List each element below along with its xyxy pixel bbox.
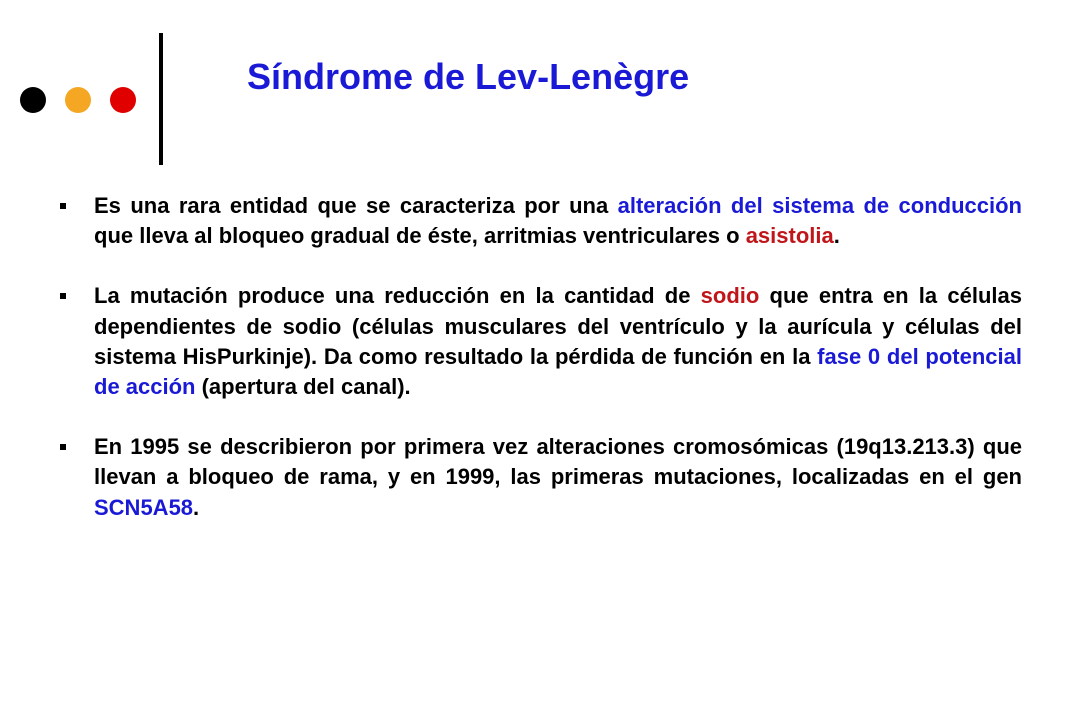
title-divider-line: [159, 33, 163, 165]
orange-dot-decoration: [65, 87, 91, 113]
bullet-3-text: En 1995 se describieron por primera vez alteraciones cromosómicas (19q13.213.3) que llevan a bloqueo de rama, y en 1999, las primeras mutaciones, localizadas en el gen: [94, 434, 1022, 490]
red-dot-decoration: [110, 87, 136, 113]
bullet-1-highlight-asistolia: asistolia: [745, 223, 834, 249]
bullet-2-text-cont: que entra en la células dependientes de sodio (células musculares del ventrículo y la aurícula y células del sistema HisPurkinje). Da como resultado la pérdida de función en la: [94, 283, 1022, 369]
square-bullet-icon: [60, 203, 66, 209]
bullet-item-3: [60, 432, 1022, 523]
bullet-3-highlight-gene: SCN5A58: [94, 494, 194, 520]
bullet-item-2: [60, 281, 1022, 402]
bullet-3-text-end: .: [193, 494, 200, 520]
bullet-2-text-end: (apertura del canal).: [195, 374, 411, 400]
bullet-item-1: [60, 191, 1022, 251]
bullet-list: [60, 191, 1022, 553]
bullet-2-highlight-sodio: sodio: [700, 283, 760, 309]
page-title: Síndrome de Lev-Lenègre: [247, 56, 690, 97]
black-dot-decoration: [20, 87, 46, 113]
square-bullet-icon: [60, 444, 66, 450]
bullet-1-highlight-conduction: alteración del sistema de conducción: [617, 193, 1022, 218]
bullet-2-text: La mutación produce una reducción en la cantidad de: [94, 283, 701, 309]
square-bullet-icon: [60, 293, 66, 299]
bullet-1-text-end: .: [833, 223, 840, 249]
bullet-2-highlight-fase: fase 0 del potencial de acción: [94, 343, 1022, 400]
bullet-1-text: Es una rara entidad que se caracteriza por una: [94, 193, 618, 218]
bullet-1-text-cont: que lleva al bloqueo gradual de éste, arritmias ventriculares o: [94, 223, 746, 249]
